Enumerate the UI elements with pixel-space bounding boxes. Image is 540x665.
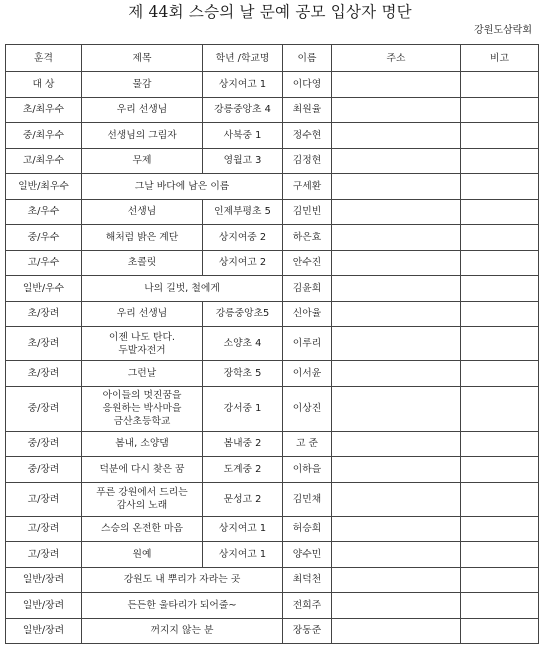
cell-award: 대 상 — [6, 72, 82, 98]
cell-address — [332, 542, 461, 568]
cell-address — [332, 72, 461, 98]
cell-award: 초/우수 — [6, 199, 82, 225]
cell-note — [461, 174, 539, 200]
cell-address — [332, 301, 461, 327]
cell-address — [332, 457, 461, 483]
cell-title: 나의 길벗, 철에게 — [82, 276, 283, 302]
cell-address — [332, 567, 461, 593]
table-row — [6, 431, 539, 457]
table-header-row — [6, 45, 539, 72]
cell-title: 이젠 나도 탄다. 두발자전거 — [82, 327, 203, 361]
cell-school: 강릉중앙초5 — [203, 301, 283, 327]
cell-note — [461, 361, 539, 387]
cell-address — [332, 276, 461, 302]
cell-note — [461, 225, 539, 251]
cell-name: 김민빈 — [283, 199, 332, 225]
header-award: 훈격 — [6, 45, 82, 72]
cell-note — [461, 301, 539, 327]
cell-address — [332, 123, 461, 149]
cell-name: 최원율 — [283, 97, 332, 123]
table-row — [6, 618, 539, 644]
cell-name: 고 준 — [283, 431, 332, 457]
table-row — [6, 482, 539, 516]
cell-name: 최덕천 — [283, 567, 332, 593]
table-row — [6, 225, 539, 251]
cell-note — [461, 97, 539, 123]
cell-address — [332, 593, 461, 619]
table-row — [6, 174, 539, 200]
table-row — [6, 457, 539, 483]
cell-award: 중/장려 — [6, 457, 82, 483]
cell-note — [461, 457, 539, 483]
table-row — [6, 72, 539, 98]
award-winners-table — [5, 44, 539, 644]
cell-address — [332, 199, 461, 225]
cell-title: 푸른 강원에서 드리는 감사의 노래 — [82, 482, 203, 516]
cell-address — [332, 516, 461, 542]
cell-school: 문성고 2 — [203, 482, 283, 516]
header-note: 비고 — [461, 45, 539, 72]
cell-title: 우리 선생님 — [82, 301, 203, 327]
header-name: 이름 — [283, 45, 332, 72]
table-row — [6, 199, 539, 225]
cell-award: 고/장려 — [6, 542, 82, 568]
header-address: 주소 — [332, 45, 461, 72]
cell-name: 양수민 — [283, 542, 332, 568]
cell-title: 꺼지지 않는 분 — [82, 618, 283, 644]
cell-title: 든든한 울타리가 되어줄~ — [82, 593, 283, 619]
cell-award: 중/우수 — [6, 225, 82, 251]
cell-address — [332, 361, 461, 387]
header-school: 학년 /학교명 — [203, 45, 283, 72]
table-row — [6, 97, 539, 123]
cell-award: 일반/장려 — [6, 567, 82, 593]
table-row — [6, 516, 539, 542]
cell-school: 봄내중 2 — [203, 431, 283, 457]
cell-note — [461, 199, 539, 225]
cell-title: 아이들의 멋진꿈을 응원하는 박사마을 금산초등학교 — [82, 386, 203, 431]
cell-school: 상지여고 1 — [203, 516, 283, 542]
cell-name: 이상진 — [283, 386, 332, 431]
cell-award: 고/최우수 — [6, 148, 82, 174]
cell-name: 구세환 — [283, 174, 332, 200]
cell-name: 이서윤 — [283, 361, 332, 387]
cell-award: 고/장려 — [6, 482, 82, 516]
cell-name: 허승희 — [283, 516, 332, 542]
table-row — [6, 250, 539, 276]
cell-award: 초/장려 — [6, 327, 82, 361]
cell-title: 스승의 온전한 마음 — [82, 516, 203, 542]
cell-school: 영월고 3 — [203, 148, 283, 174]
cell-address — [332, 386, 461, 431]
cell-address — [332, 148, 461, 174]
cell-name: 이다영 — [283, 72, 332, 98]
table-row — [6, 361, 539, 387]
cell-school: 상지여고 1 — [203, 542, 283, 568]
table-row — [6, 567, 539, 593]
cell-address — [332, 225, 461, 251]
cell-note — [461, 593, 539, 619]
cell-school: 강서중 1 — [203, 386, 283, 431]
cell-school: 사북중 1 — [203, 123, 283, 149]
header-title: 제목 — [82, 45, 203, 72]
cell-name: 전희주 — [283, 593, 332, 619]
cell-award: 일반/장려 — [6, 593, 82, 619]
cell-title: 무제 — [82, 148, 203, 174]
cell-name: 정수현 — [283, 123, 332, 149]
page-title: 제 44회 스승의 날 문예 공모 입상자 명단 — [128, 3, 412, 21]
table-row — [6, 148, 539, 174]
cell-name: 신아율 — [283, 301, 332, 327]
cell-award: 일반/우수 — [6, 276, 82, 302]
cell-award: 일반/최우수 — [6, 174, 82, 200]
table-row — [6, 276, 539, 302]
cell-school: 장학초 5 — [203, 361, 283, 387]
cell-school: 인제부평초 5 — [203, 199, 283, 225]
cell-note — [461, 72, 539, 98]
cell-address — [332, 482, 461, 516]
cell-school: 소양초 4 — [203, 327, 283, 361]
organization-name: 강원도삼락회 — [474, 25, 532, 36]
cell-name: 김민채 — [283, 482, 332, 516]
table-row — [6, 123, 539, 149]
cell-address — [332, 327, 461, 361]
cell-title: 초콜릿 — [82, 250, 203, 276]
cell-school: 상지여중 2 — [203, 225, 283, 251]
cell-note — [461, 148, 539, 174]
cell-title: 그날 바다에 남은 이름 — [82, 174, 283, 200]
cell-school: 상지여고 1 — [203, 72, 283, 98]
cell-name: 장동준 — [283, 618, 332, 644]
cell-note — [461, 431, 539, 457]
table-row — [6, 593, 539, 619]
table-row — [6, 327, 539, 361]
cell-name: 이하을 — [283, 457, 332, 483]
cell-address — [332, 431, 461, 457]
cell-title: 선생님의 그림자 — [82, 123, 203, 149]
cell-name: 김정현 — [283, 148, 332, 174]
cell-award: 일반/장려 — [6, 618, 82, 644]
cell-title: 덕분에 다시 찾은 꿈 — [82, 457, 203, 483]
cell-address — [332, 250, 461, 276]
cell-note — [461, 482, 539, 516]
cell-address — [332, 97, 461, 123]
cell-title: 그런날 — [82, 361, 203, 387]
cell-note — [461, 542, 539, 568]
cell-name: 김윤희 — [283, 276, 332, 302]
cell-award: 초/최우수 — [6, 97, 82, 123]
table-row — [6, 301, 539, 327]
cell-note — [461, 618, 539, 644]
cell-name: 이루리 — [283, 327, 332, 361]
cell-note — [461, 123, 539, 149]
cell-school: 강릉중앙초 4 — [203, 97, 283, 123]
cell-award: 초/장려 — [6, 361, 82, 387]
table-row — [6, 542, 539, 568]
cell-note — [461, 327, 539, 361]
cell-address — [332, 174, 461, 200]
cell-note — [461, 276, 539, 302]
cell-title: 원예 — [82, 542, 203, 568]
cell-school: 도계중 2 — [203, 457, 283, 483]
table-row — [6, 386, 539, 431]
cell-name: 안수진 — [283, 250, 332, 276]
cell-name: 하은효 — [283, 225, 332, 251]
cell-award: 중/장려 — [6, 386, 82, 431]
cell-title: 우리 선생님 — [82, 97, 203, 123]
cell-title: 봄내, 소양댐 — [82, 431, 203, 457]
cell-title: 물감 — [82, 72, 203, 98]
cell-note — [461, 250, 539, 276]
cell-address — [332, 618, 461, 644]
cell-note — [461, 386, 539, 431]
cell-award: 중/장려 — [6, 431, 82, 457]
cell-note — [461, 516, 539, 542]
cell-school: 상지여고 2 — [203, 250, 283, 276]
cell-award: 고/우수 — [6, 250, 82, 276]
cell-award: 중/최우수 — [6, 123, 82, 149]
cell-note — [461, 567, 539, 593]
cell-title: 강원도 내 뿌리가 자라는 곳 — [82, 567, 283, 593]
cell-title: 선생님 — [82, 199, 203, 225]
cell-award: 초/장려 — [6, 301, 82, 327]
cell-award: 고/장려 — [6, 516, 82, 542]
cell-title: 해처럼 밝은 계단 — [82, 225, 203, 251]
